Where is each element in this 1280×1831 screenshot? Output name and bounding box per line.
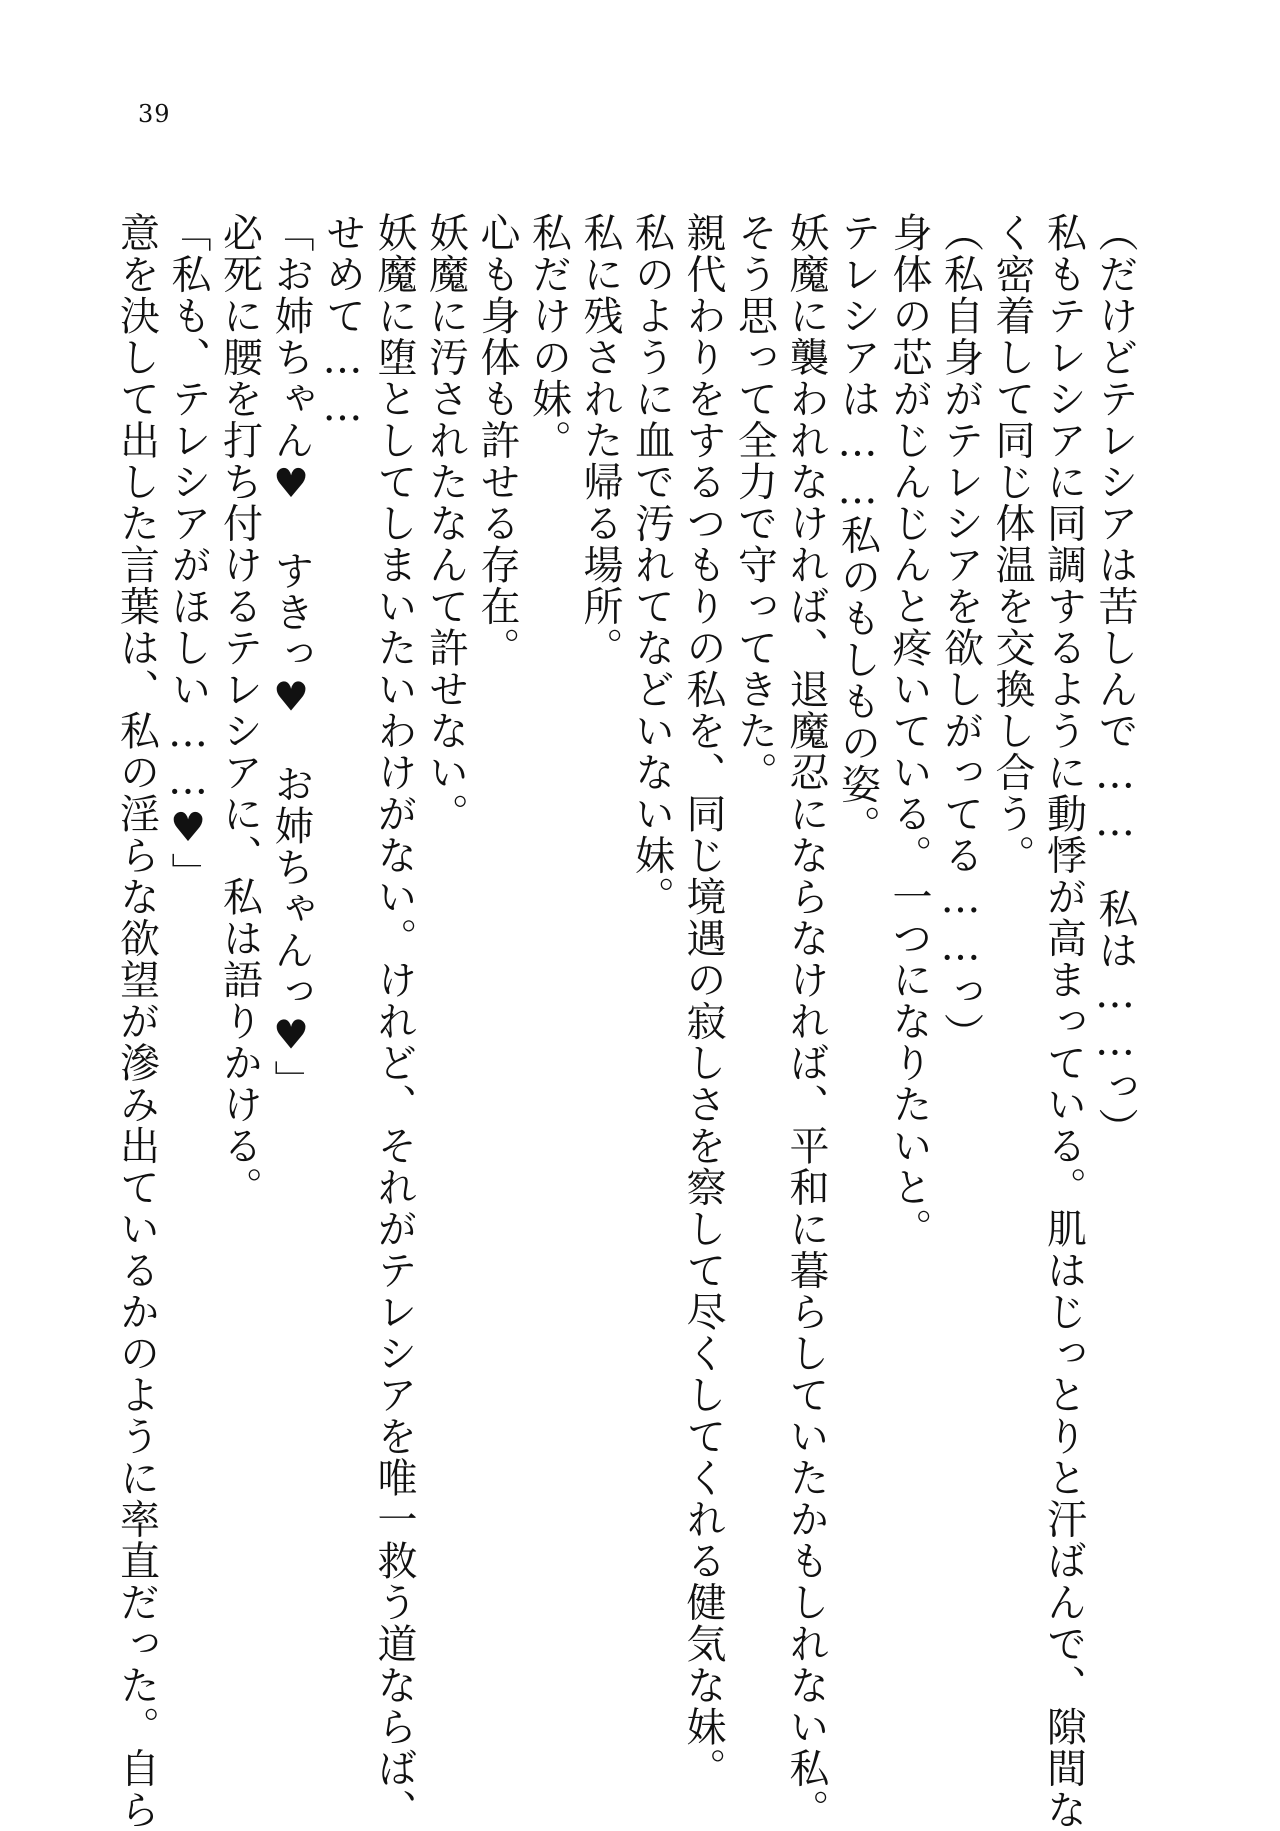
text-line: 必死に腰を打ち付けるテレシアに、私は語りかける。	[216, 212, 263, 1208]
text-line: 「私も、テレシアがほしい……♥」	[165, 212, 211, 894]
text-line: 妖魔に堕としてしまいたいわけがない。けれど、それがテレシアを唯一救う道ならば、	[371, 212, 417, 1831]
text-line: く密着して同じ体温を交換し合う。	[989, 212, 1035, 876]
text-line: 私のように血で汚れてなどいない妹。	[628, 212, 675, 918]
text-line: 私に残された帰る場所。	[577, 212, 623, 669]
text-line: 心も身体も許せる存在。	[474, 212, 520, 669]
text-line: 親代わりをするつもりの私を、同じ境遇の寂しさを察して尽くしてくれる健気な妹。	[680, 212, 726, 1789]
text-line: （私自身がテレシアを欲しがってる……っ）	[937, 212, 984, 1054]
text-line: 「お姉ちゃん♥ すきっ♥ お姉ちゃんっ♥」	[268, 212, 314, 1102]
text-line: 身体の芯がじんじんと疼いている。一つになりたいと。	[886, 212, 932, 1250]
text-line: そう思って全力で守ってきた。	[731, 212, 778, 793]
text-line: 妖魔に汚されたなんて許せない。	[422, 212, 469, 835]
text-line: 妖魔に襲われなければ、退魔忍にならなければ、平和に暮らしていたかもしれない私。	[783, 212, 829, 1831]
text-line: 私もテレシアに同調するように動悸が高まっている。肌はじっとりと汗ばんで、隙間な	[1040, 212, 1087, 1831]
text-line: テレシアは……私のもしもの姿。	[834, 212, 881, 847]
text-line: 私だけの妹。	[525, 212, 572, 461]
text-line: （だけどテレシアは苦しんで…… 私は……っ）	[1092, 212, 1138, 1149]
vertical-text-block	[110, 212, 1140, 1831]
text-line: 意を決して出した言葉は、私の淫らな欲望が滲み出ているかのように率直だった。自ら	[113, 212, 160, 1831]
text-line: せめて……	[319, 212, 366, 432]
page-number: 39	[138, 100, 171, 128]
